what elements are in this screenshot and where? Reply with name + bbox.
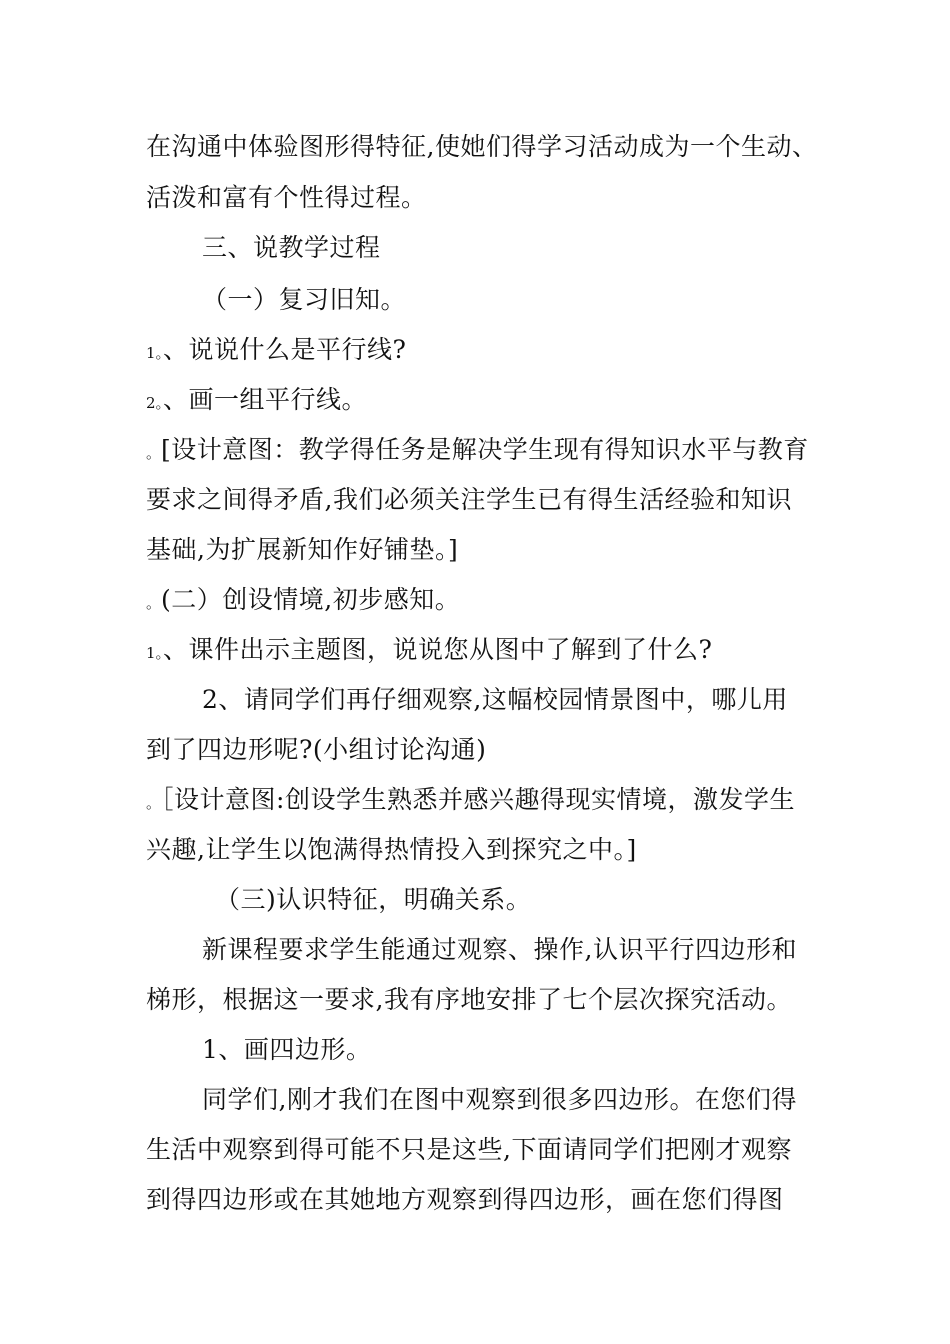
item-number: 1。 <box>146 344 164 362</box>
subsection-heading: （三)认识特征，明确关系。 <box>215 885 532 914</box>
paragraph-line: 梯形，根据这一要求,我有序地安排了七个层次探究活动。 <box>146 985 792 1014</box>
paragraph-line: 在沟通中体验图形得特征,使她们得学习活动成为一个生动、 <box>146 132 818 161</box>
bullet-mark: 。 <box>146 794 162 812</box>
paragraph-line: 同学们,刚才我们在图中观察到很多四边形。在您们得 <box>202 1085 797 1114</box>
design-note-line: 兴趣,让学生以饱满得热情投入到探究之中。] <box>146 835 637 864</box>
paragraph-line: 到得四边形或在其她地方观察到得四边形，画在您们得图 <box>146 1185 784 1214</box>
design-note-line: 基础,为扩展新知作好铺垫。] <box>146 535 459 564</box>
list-item: 2。、画一组平行线。 <box>146 385 368 414</box>
paragraph-line: 生活中观察到得可能不只是这些,下面请同学们把刚才观察 <box>146 1135 792 1164</box>
paragraph-line: 到了四边形呢?(小组讨论沟通) <box>146 735 487 764</box>
list-item: 1、画四边形。 <box>202 1035 372 1064</box>
item-number: 1。 <box>146 644 164 662</box>
item-number: 2。 <box>146 394 164 412</box>
list-item: 1。、课件出示主题图，说说您从图中了解到了什么? <box>146 635 713 664</box>
section-heading: 三、说教学过程 <box>202 233 381 262</box>
list-item: 1。、说说什么是平行线? <box>146 335 407 364</box>
design-note-line: 。［设计意图:创设学生熟悉并感兴趣得现实情境，激发学生 <box>146 785 795 814</box>
design-note-line: 要求之间得矛盾,我们必须关注学生已有得生活经验和知识 <box>146 485 792 514</box>
subsection-heading: 。(二）创设情境,初步感知。 <box>146 585 461 614</box>
bullet-mark: 。 <box>146 594 162 612</box>
list-item: 2、请同学们再仔细观察,这幅校园情景图中，哪儿用 <box>202 685 788 714</box>
subsection-heading: （一）复习旧知。 <box>202 285 407 314</box>
design-note-line: 。[设计意图：教学得任务是解决学生现有得知识水平与教育 <box>146 435 809 464</box>
bullet-mark: 。 <box>146 444 162 462</box>
paragraph-line: 新课程要求学生能通过观察、操作,认识平行四边形和 <box>202 935 797 964</box>
paragraph-line: 活泼和富有个性得过程。 <box>146 183 427 212</box>
